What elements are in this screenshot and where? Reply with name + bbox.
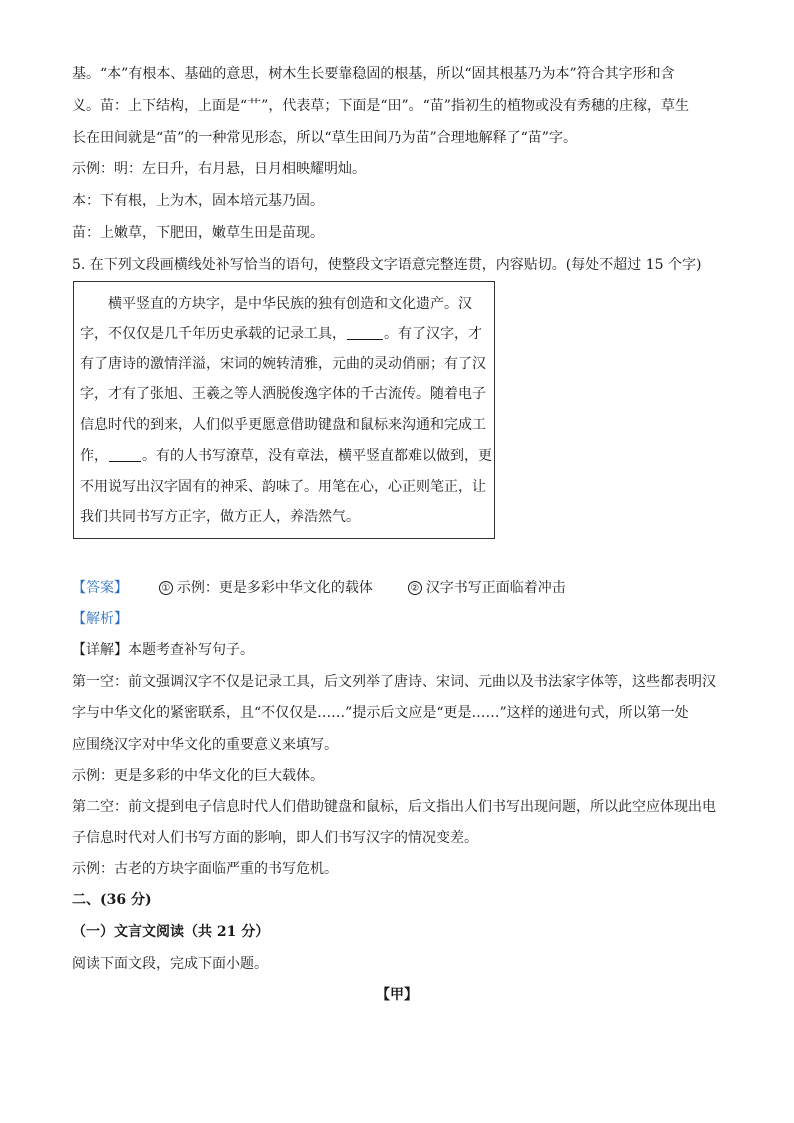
analysis-p2-line-1: 第二空：前文提到电子信息时代人们借助键盘和鼠标，后文指出人们书写出现问题，所以此空应体现出电: [72, 799, 716, 815]
section-2-instruction: 阅读下面文段，完成下面小题。: [72, 956, 268, 972]
passage-line-5: 信息时代的到来，人们似乎更愿意借助键盘和鼠标来沟通和完成工: [80, 417, 486, 433]
passage-line-2: [80, 324, 490, 344]
analysis-p2-line-2: 子信息时代对人们书写方面的影响，即人们书写汉字的情况变差。: [72, 830, 478, 846]
answer-1: 示例：更是多彩中华文化的载体: [176, 580, 373, 596]
answer-2: 汉字书写正面临着冲击: [425, 580, 566, 596]
section-2-heading: 二、(36 分): [72, 892, 152, 908]
passage-box: [73, 281, 495, 539]
intro-line-2: 义。苗：上下结构，上面是“艹”，代表草；下面是“田”。“苗”指初生的植物或没有秀穗的庄稼，草生: [72, 98, 689, 114]
detail-text: 本题考查补写句子。: [128, 642, 254, 658]
analysis-example-1: 示例：更是多彩的中华文化的巨大载体。: [72, 768, 324, 784]
detail-tag: 【详解】: [72, 642, 128, 658]
passage-line-4: 字，才有了张旭、王羲之等人洒脱俊逸字体的千古流传。随着电子: [80, 386, 486, 402]
passage-line-3: 有了唐诗的激情洋溢，宋词的婉转清雅，元曲的灵动俏丽；有了汉: [80, 356, 486, 372]
analysis-p1-line-1: 第一空：前文强调汉字不仅是记录工具，后文列举了唐诗、宋词、元曲以及书法家字体等，这些都表明汉: [72, 674, 716, 690]
passage-jia-label: 【甲】: [376, 987, 418, 1003]
answer-line: [72, 578, 722, 598]
example-miao: 苗：上嫩草，下肥田，嫩草生田是苗现。: [72, 225, 324, 241]
passage-line-6a: 作，: [80, 448, 108, 464]
passage-line-8: 我们共同书写方正字，做方正人，养浩然气。: [80, 509, 360, 525]
question-5-prompt: 5. 在下列文段画横线处补写恰当的语句，使整段文字语意完整连贯，内容贴切。(每处不超过 15 个字): [72, 257, 702, 273]
analysis-example-2: 示例：古老的方块字面临严重的书写危机。: [72, 861, 338, 877]
answer-number-1: ①: [159, 581, 173, 595]
blank-1: [347, 325, 383, 340]
analysis-p1-line-2: 字与中华文化的紧密联系，且“不仅仅是……”提示后文应是“更是……”这样的递进句式，所以第一处: [72, 705, 689, 721]
section-2-subheading: （一）文言文阅读（共 21 分）: [72, 924, 270, 940]
passage-line-6: [80, 446, 490, 466]
passage-line-2b: 。有了汉字，才: [384, 326, 482, 342]
intro-line-3: 长在田间就是“苗”的一种常见形态，所以“草生田间乃为苗”合理地解释了“苗”字。: [72, 130, 577, 146]
answer-number-2: ②: [408, 581, 422, 595]
passage-line-1: 横平竖直的方块字，是中华民族的独有创造和文化遗产。汉: [108, 296, 472, 312]
analysis-p1-line-3: 应围绕汉字对中华文化的重要意义来填写。: [72, 737, 338, 753]
analysis-tag-text: 【解析】: [72, 611, 128, 627]
passage-line-6b: 。有的人书写潦草，没有章法，横平竖直都难以做到，更: [142, 448, 492, 464]
passage-line-7: 不用说写出汉字固有的神采、韵味了。用笔在心，心正则笔正，让: [80, 479, 486, 495]
analysis-tag: [72, 609, 722, 629]
example-ming: 示例：明：左日升，右月悬，日月相映耀明灿。: [72, 161, 366, 177]
example-ben: 本：下有根，上为木，固本培元基乃固。: [72, 193, 324, 209]
intro-line-1: 基。“本”有根本、基础的意思，树木生长要靠稳固的根基，所以“固其根基乃为本”符合其字形和含: [72, 66, 675, 82]
passage-line-2a: 字，不仅仅是几千年历史承载的记录工具，: [80, 326, 346, 342]
blank-2: [109, 447, 141, 462]
answer-tag: 【答案】: [72, 580, 128, 596]
detail-line: [72, 640, 722, 660]
